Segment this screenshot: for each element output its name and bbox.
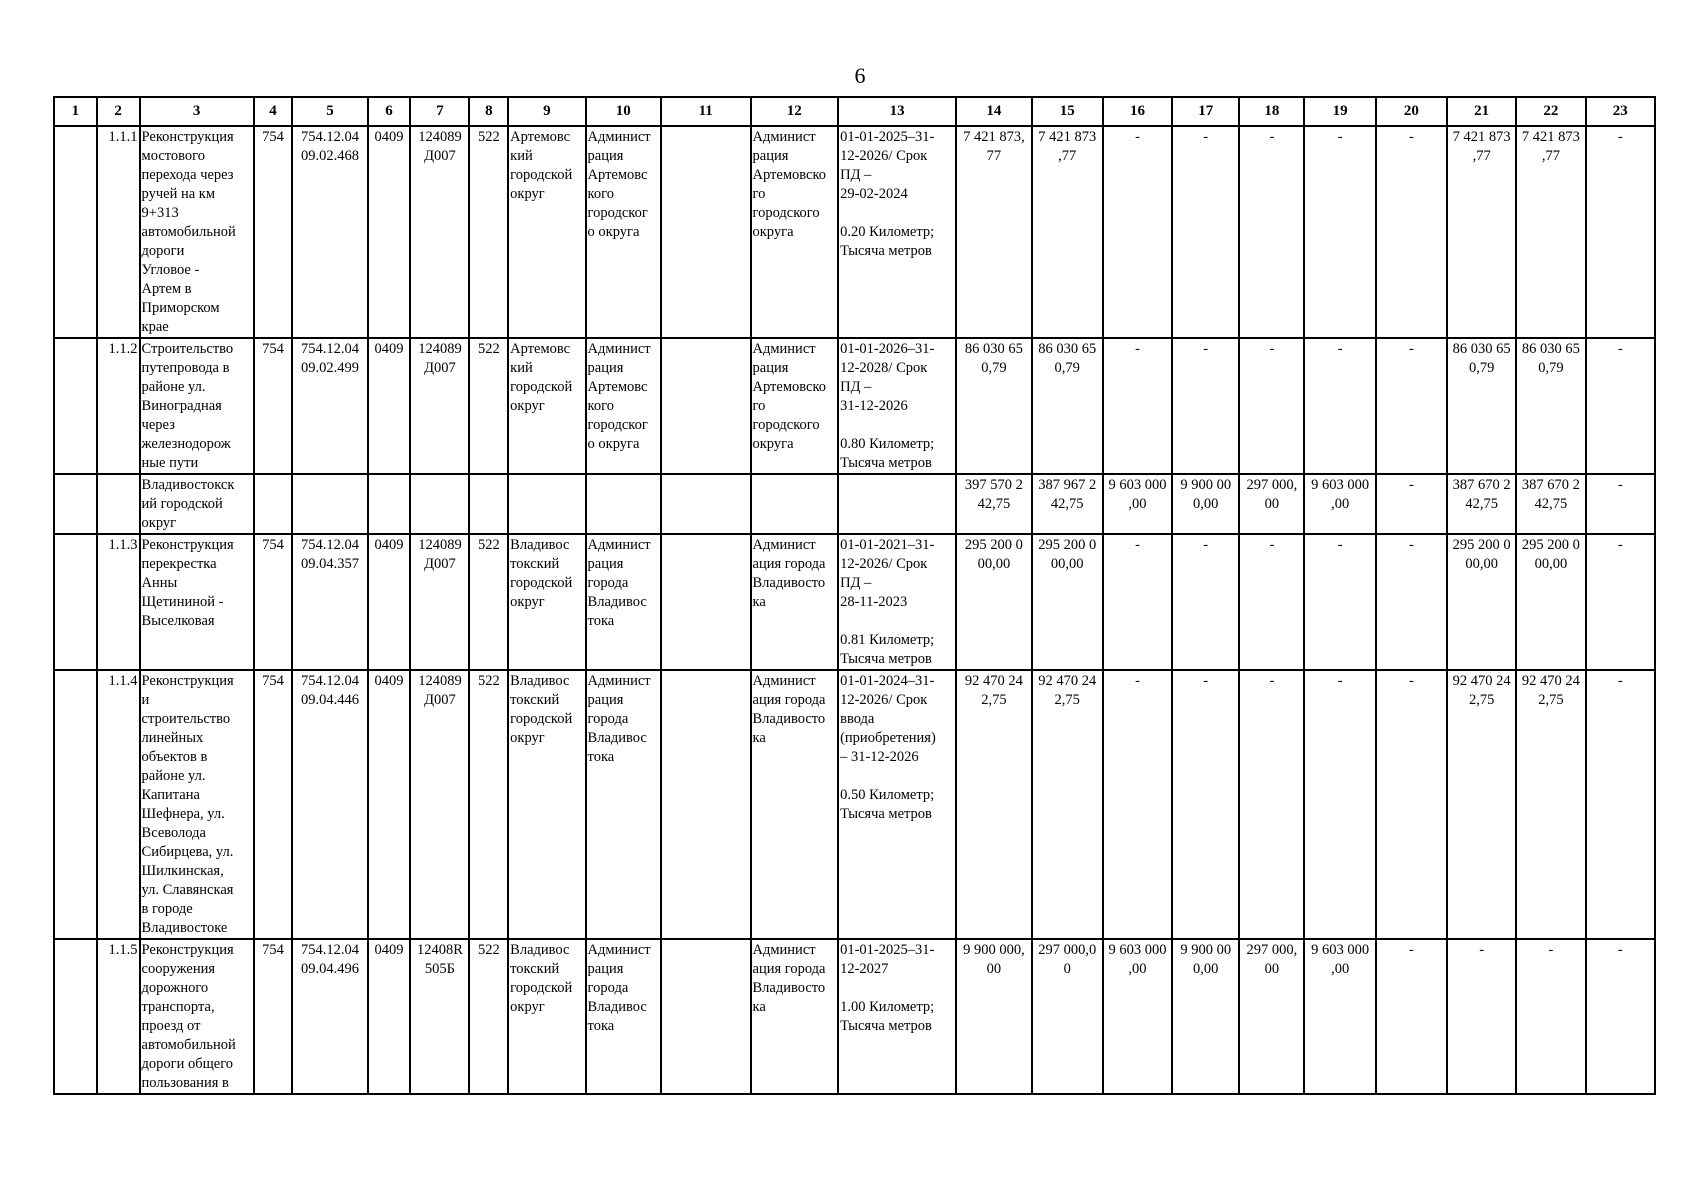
column-header-1: 1 — [54, 97, 97, 126]
cell-col-14: 9 900 000, 00 — [956, 939, 1031, 1094]
table-row — [54, 474, 1655, 534]
cell-col-1 — [54, 338, 97, 474]
cell-col-23: - — [1586, 126, 1655, 338]
cell-col-8: 522 — [469, 338, 508, 474]
cell-col-15: 92 470 24 2,75 — [1032, 670, 1103, 939]
cell-col-18: 297 000, 00 — [1239, 939, 1304, 1094]
cell-col-11 — [661, 939, 751, 1094]
cell-col-17: - — [1172, 670, 1239, 939]
cell-col-5: 754.12.04 09.04.446 — [292, 670, 367, 939]
cell-col-12: Админист рация Артемовско го городского округа — [751, 126, 839, 338]
cell-col-16: - — [1103, 534, 1172, 670]
cell-col-23: - — [1586, 670, 1655, 939]
table-row — [54, 939, 1655, 1094]
cell-col-7: 124089 Д007 — [410, 534, 469, 670]
column-header-20: 20 — [1376, 97, 1447, 126]
cell-col-8 — [469, 474, 508, 534]
cell-col-19: 9 603 000 ,00 — [1304, 939, 1375, 1094]
cell-col-16: - — [1103, 126, 1172, 338]
cell-col-5: 754.12.04 09.02.499 — [292, 338, 367, 474]
cell-col-10: Админист рация города Владивос тока — [586, 670, 661, 939]
budget-table — [53, 96, 1656, 1095]
cell-col-6: 0409 — [368, 126, 411, 338]
cell-col-10 — [586, 474, 661, 534]
cell-col-9: Владивос токский городской округ — [508, 939, 585, 1094]
cell-col-16: - — [1103, 338, 1172, 474]
cell-col-12 — [751, 474, 839, 534]
cell-col-19: - — [1304, 534, 1375, 670]
cell-col-2: 1.1.4 — [97, 670, 140, 939]
cell-col-19: - — [1304, 670, 1375, 939]
cell-col-19: 9 603 000 ,00 — [1304, 474, 1375, 534]
cell-col-21: - — [1447, 939, 1516, 1094]
cell-col-11 — [661, 338, 751, 474]
table-row — [54, 126, 1655, 338]
cell-col-4: 754 — [254, 338, 293, 474]
cell-col-21: 7 421 873 ,77 — [1447, 126, 1516, 338]
cell-col-21: 387 670 2 42,75 — [1447, 474, 1516, 534]
cell-col-4 — [254, 474, 293, 534]
cell-col-8: 522 — [469, 670, 508, 939]
column-header-13: 13 — [838, 97, 956, 126]
cell-col-14: 86 030 65 0,79 — [956, 338, 1031, 474]
cell-col-20: - — [1376, 670, 1447, 939]
column-header-12: 12 — [751, 97, 839, 126]
cell-col-13 — [838, 474, 956, 534]
cell-col-22: 86 030 65 0,79 — [1516, 338, 1585, 474]
cell-col-18: - — [1239, 338, 1304, 474]
cell-col-21: 92 470 24 2,75 — [1447, 670, 1516, 939]
cell-col-23: - — [1586, 474, 1655, 534]
cell-col-4: 754 — [254, 939, 293, 1094]
page-number: 6 — [854, 63, 866, 88]
cell-col-22: 387 670 2 42,75 — [1516, 474, 1585, 534]
cell-col-2: 1.1.5 — [97, 939, 140, 1094]
cell-col-20: - — [1376, 338, 1447, 474]
column-header-23: 23 — [1586, 97, 1655, 126]
cell-col-7: 12408R 505Б — [410, 939, 469, 1094]
column-header-10: 10 — [586, 97, 661, 126]
table-row — [54, 338, 1655, 474]
cell-col-9: Владивос токский городской округ — [508, 534, 585, 670]
column-header-16: 16 — [1103, 97, 1172, 126]
cell-col-2 — [97, 474, 140, 534]
cell-col-22: 92 470 24 2,75 — [1516, 670, 1585, 939]
column-header-5: 5 — [292, 97, 367, 126]
cell-col-15: 7 421 873 ,77 — [1032, 126, 1103, 338]
cell-col-3: Реконструкция перекрестка Анны Щетининой - Выселковая — [140, 534, 254, 670]
cell-col-18: 297 000, 00 — [1239, 474, 1304, 534]
cell-col-2: 1.1.1 — [97, 126, 140, 338]
cell-col-13: 01-01-2024–31- 12-2026/ Срок ввода (приобретения) – 31-12-2026 0.50 Километр; Тысяча метров — [838, 670, 956, 939]
column-header-11: 11 — [661, 97, 751, 126]
cell-col-3: Строительство путепровода в районе ул. Виноградная через железнодорож ные пути — [140, 338, 254, 474]
cell-col-11 — [661, 126, 751, 338]
cell-col-9: Артемовс кий городской округ — [508, 338, 585, 474]
cell-col-12: Админист ация города Владивосто ка — [751, 939, 839, 1094]
cell-col-5: 754.12.04 09.02.468 — [292, 126, 367, 338]
column-header-14: 14 — [956, 97, 1031, 126]
cell-col-16: 9 603 000 ,00 — [1103, 939, 1172, 1094]
cell-col-22: 7 421 873 ,77 — [1516, 126, 1585, 338]
cell-col-20: - — [1376, 474, 1447, 534]
cell-col-6: 0409 — [368, 939, 411, 1094]
cell-col-6: 0409 — [368, 534, 411, 670]
column-header-7: 7 — [410, 97, 469, 126]
cell-col-13: 01-01-2025–31- 12-2027 1.00 Километр; Тысяча метров — [838, 939, 956, 1094]
table-row — [54, 670, 1655, 939]
cell-col-1 — [54, 474, 97, 534]
cell-col-17: - — [1172, 126, 1239, 338]
cell-col-2: 1.1.2 — [97, 338, 140, 474]
column-header-17: 17 — [1172, 97, 1239, 126]
cell-col-7: 124089 Д007 — [410, 338, 469, 474]
cell-col-18: - — [1239, 534, 1304, 670]
cell-col-8: 522 — [469, 126, 508, 338]
cell-col-10: Админист рация Артемовс кого городског о округа — [586, 338, 661, 474]
column-header-21: 21 — [1447, 97, 1516, 126]
cell-col-4: 754 — [254, 126, 293, 338]
cell-col-23: - — [1586, 534, 1655, 670]
cell-col-21: 295 200 0 00,00 — [1447, 534, 1516, 670]
cell-col-18: - — [1239, 670, 1304, 939]
column-header-9: 9 — [508, 97, 585, 126]
column-header-6: 6 — [368, 97, 411, 126]
column-header-18: 18 — [1239, 97, 1304, 126]
cell-col-9: Артемовс кий городской округ — [508, 126, 585, 338]
cell-col-9: Владивос токский городской округ — [508, 670, 585, 939]
cell-col-23: - — [1586, 939, 1655, 1094]
column-number-header-row — [54, 97, 1655, 126]
cell-col-12: Админист ация города Владивосто ка — [751, 670, 839, 939]
cell-col-14: 295 200 0 00,00 — [956, 534, 1031, 670]
column-header-2: 2 — [97, 97, 140, 126]
cell-col-14: 397 570 2 42,75 — [956, 474, 1031, 534]
cell-col-11 — [661, 670, 751, 939]
cell-col-1 — [54, 534, 97, 670]
cell-col-7 — [410, 474, 469, 534]
column-header-22: 22 — [1516, 97, 1585, 126]
cell-col-15: 387 967 2 42,75 — [1032, 474, 1103, 534]
cell-col-3: Реконструкция сооружения дорожного транспорта, проезд от автомобильной дороги общего пользования в — [140, 939, 254, 1094]
cell-col-22: - — [1516, 939, 1585, 1094]
cell-col-7: 124089 Д007 — [410, 126, 469, 338]
cell-col-11 — [661, 534, 751, 670]
cell-col-5: 754.12.04 09.04.357 — [292, 534, 367, 670]
cell-col-10: Админист рация города Владивос тока — [586, 534, 661, 670]
cell-col-8: 522 — [469, 939, 508, 1094]
cell-col-16: 9 603 000 ,00 — [1103, 474, 1172, 534]
cell-col-1 — [54, 670, 97, 939]
column-header-4: 4 — [254, 97, 293, 126]
cell-col-20: - — [1376, 534, 1447, 670]
cell-col-7: 124089 Д007 — [410, 670, 469, 939]
cell-col-3: Реконструкция и строительство линейных объектов в районе ул. Капитана Шефнера, ул. Всеволода Сибирцева, ул. Шилкинская, ул. Славянская в городе Владивостоке — [140, 670, 254, 939]
cell-col-23: - — [1586, 338, 1655, 474]
cell-col-4: 754 — [254, 670, 293, 939]
cell-col-20: - — [1376, 939, 1447, 1094]
cell-col-15: 86 030 65 0,79 — [1032, 338, 1103, 474]
cell-col-17: - — [1172, 534, 1239, 670]
cell-col-1 — [54, 939, 97, 1094]
cell-col-10: Админист рация города Владивос тока — [586, 939, 661, 1094]
cell-col-17: 9 900 00 0,00 — [1172, 939, 1239, 1094]
cell-col-6: 0409 — [368, 338, 411, 474]
cell-col-21: 86 030 65 0,79 — [1447, 338, 1516, 474]
table-body — [54, 126, 1655, 1094]
cell-col-12: Админист рация Артемовско го городского округа — [751, 338, 839, 474]
cell-col-14: 7 421 873, 77 — [956, 126, 1031, 338]
cell-col-3: Реконструкция мостового перехода через ручей на км 9+313 автомобильной дороги Угловое - Артем в Приморском крае — [140, 126, 254, 338]
cell-col-2: 1.1.3 — [97, 534, 140, 670]
cell-col-9 — [508, 474, 585, 534]
cell-col-5 — [292, 474, 367, 534]
cell-col-18: - — [1239, 126, 1304, 338]
cell-col-12: Админист ация города Владивосто ка — [751, 534, 839, 670]
cell-col-15: 297 000,0 0 — [1032, 939, 1103, 1094]
cell-col-16: - — [1103, 670, 1172, 939]
cell-col-3: Владивостокск ий городской округ — [140, 474, 254, 534]
cell-col-17: - — [1172, 338, 1239, 474]
cell-col-5: 754.12.04 09.04.496 — [292, 939, 367, 1094]
cell-col-17: 9 900 00 0,00 — [1172, 474, 1239, 534]
cell-col-13: 01-01-2021–31- 12-2026/ Срок ПД – 28-11-2023 0.81 Километр; Тысяча метров — [838, 534, 956, 670]
cell-col-15: 295 200 0 00,00 — [1032, 534, 1103, 670]
column-header-15: 15 — [1032, 97, 1103, 126]
cell-col-20: - — [1376, 126, 1447, 338]
cell-col-14: 92 470 24 2,75 — [956, 670, 1031, 939]
cell-col-6: 0409 — [368, 670, 411, 939]
cell-col-8: 522 — [469, 534, 508, 670]
cell-col-19: - — [1304, 338, 1375, 474]
cell-col-19: - — [1304, 126, 1375, 338]
cell-col-4: 754 — [254, 534, 293, 670]
column-header-8: 8 — [469, 97, 508, 126]
column-header-3: 3 — [140, 97, 254, 126]
cell-col-11 — [661, 474, 751, 534]
column-header-19: 19 — [1304, 97, 1375, 126]
cell-col-1 — [54, 126, 97, 338]
cell-col-6 — [368, 474, 411, 534]
cell-col-13: 01-01-2025–31- 12-2026/ Срок ПД – 29-02-2024 0.20 Километр; Тысяча метров — [838, 126, 956, 338]
table-row — [54, 534, 1655, 670]
cell-col-13: 01-01-2026–31- 12-2028/ Срок ПД – 31-12-2026 0.80 Километр; Тысяча метров — [838, 338, 956, 474]
cell-col-22: 295 200 0 00,00 — [1516, 534, 1585, 670]
cell-col-10: Админист рация Артемовс кого городског о округа — [586, 126, 661, 338]
